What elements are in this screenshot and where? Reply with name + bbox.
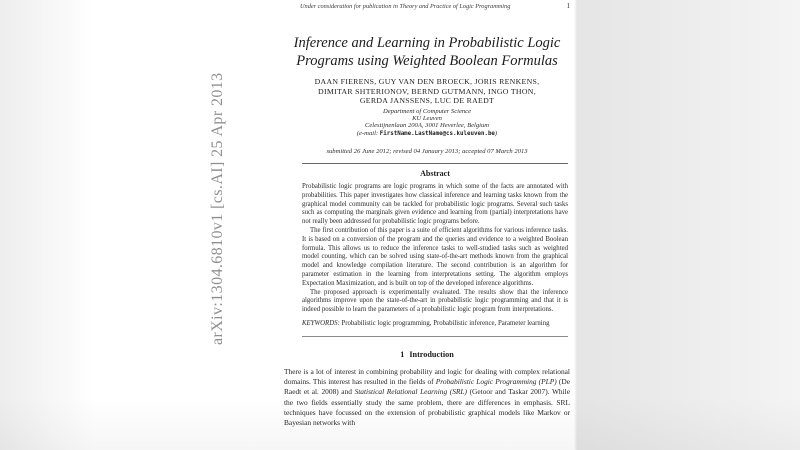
email-suffix: ): [494, 129, 498, 137]
running-header-text: Under consideration for publication in Theory and Practice of Logic Programming: [300, 3, 511, 10]
affiliation-block: [284, 108, 570, 138]
abstract-paragraph-3: The proposed approach is experimentally evaluated. The results show that the inference algorithms improve upon the state-of-the-art in probabilistic logic programming and that it is indeed possible to learn the parameters of a probabilistic logic program from interpretations.: [302, 288, 568, 314]
paper-title: [284, 34, 570, 70]
section-1-heading: [284, 350, 570, 359]
page-number: 1: [566, 3, 570, 10]
affiliation-department: Department of Computer Science: [382, 107, 472, 115]
arxiv-watermark: arXiv:1304.6810v1 [cs.AI] 25 Apr 2013: [209, 72, 226, 345]
affiliation-university: KU Leuven: [412, 115, 442, 123]
section-number: 1: [400, 349, 405, 359]
authors-line-1: DAAN FIERENS, GUY VAN DEN BROECK, JORIS RENKENS,: [314, 77, 540, 86]
intro-paragraph: [284, 367, 570, 429]
affiliation-address: Celestijnenlaan 200A, 3001 Heverlee, Belgium: [364, 122, 490, 130]
keywords-text: Probabilistic logic programming, Probabilistic inference, Parameter learning: [339, 319, 550, 327]
abstract-heading: Abstract: [420, 168, 450, 178]
authors-line-3: GERDA JANSSENS, LUC DE RAEDT: [359, 96, 495, 106]
intro-italic-srl: Statistical Relational Learning (SRL): [354, 387, 467, 397]
abstract-paragraph-2: The first contribution of this paper is a suite of efficient algorithms for various inference tasks. It is based on a conversion of the program and the queries and evidence to a weighted Boolean formula. This allows us to reduce the inference tasks to well-studied tasks such as weighted model counting, which can be solved using state-of-the-art methods known from the graphical model and knowledge compilation literature. The second contribution is an algorithm for parameter estimation in the learning from interpretations setting. The algorithm employs Expectation Maximization, and is built on top of the developed inference algorithms.: [302, 226, 568, 287]
email-prefix: (e-mail:: [356, 129, 380, 137]
email-line: [284, 130, 570, 138]
running-header: [284, 0, 570, 10]
intro-text-3: (Getoor and Taskar 2007). While the two fields essentially study the same problem, there are differences in emphasis. SRL techniques have focussed on the extension of probabilistic graphical models like Markov or Bayesian networks with: [284, 387, 571, 428]
intro-italic-plp: Probabilistic Logic Programming (PLP): [435, 377, 557, 387]
paper-page: [284, 0, 570, 429]
title-line-2: Programs using Weighted Boolean Formulas: [296, 53, 558, 69]
email-address: FirstName.LastName@cs.kuleuven.be: [379, 130, 495, 137]
authors-line-2: DIMITAR SHTERIONOV, BERND GUTMANN, INGO THON,: [318, 86, 536, 96]
author-list: [284, 77, 570, 106]
section-title: Introduction: [409, 349, 454, 359]
intro-text-1: There is a lot of interest in combining probability and logic for dealing with complex relational domains. This interest has resulted in the fields of: [284, 366, 570, 387]
keywords-label: KEYWORDS:: [302, 319, 340, 327]
keywords-line: [302, 320, 568, 329]
abstract-block: [302, 163, 568, 337]
title-line-1: Inference and Learning in Probabilistic Logic: [293, 35, 561, 51]
submission-dates: submitted 26 June 2012; revised 04 January 2013; accepted 07 March 2013: [326, 147, 528, 155]
abstract-paragraph-1: Probabilistic logic programs are logic programs in which some of the facts are annotated with probabilities. This paper investigates how classical inference and learning tasks known from the graphical model community can be tackled for probabilistic logic programs. Several such tasks such as computing the marginals given evidence and learning from (partial) interpretations have not really been addressed for probabilistic logic programs before.: [302, 182, 568, 226]
intro-text-2: (De Raedt et al. 2008) and: [284, 377, 570, 397]
